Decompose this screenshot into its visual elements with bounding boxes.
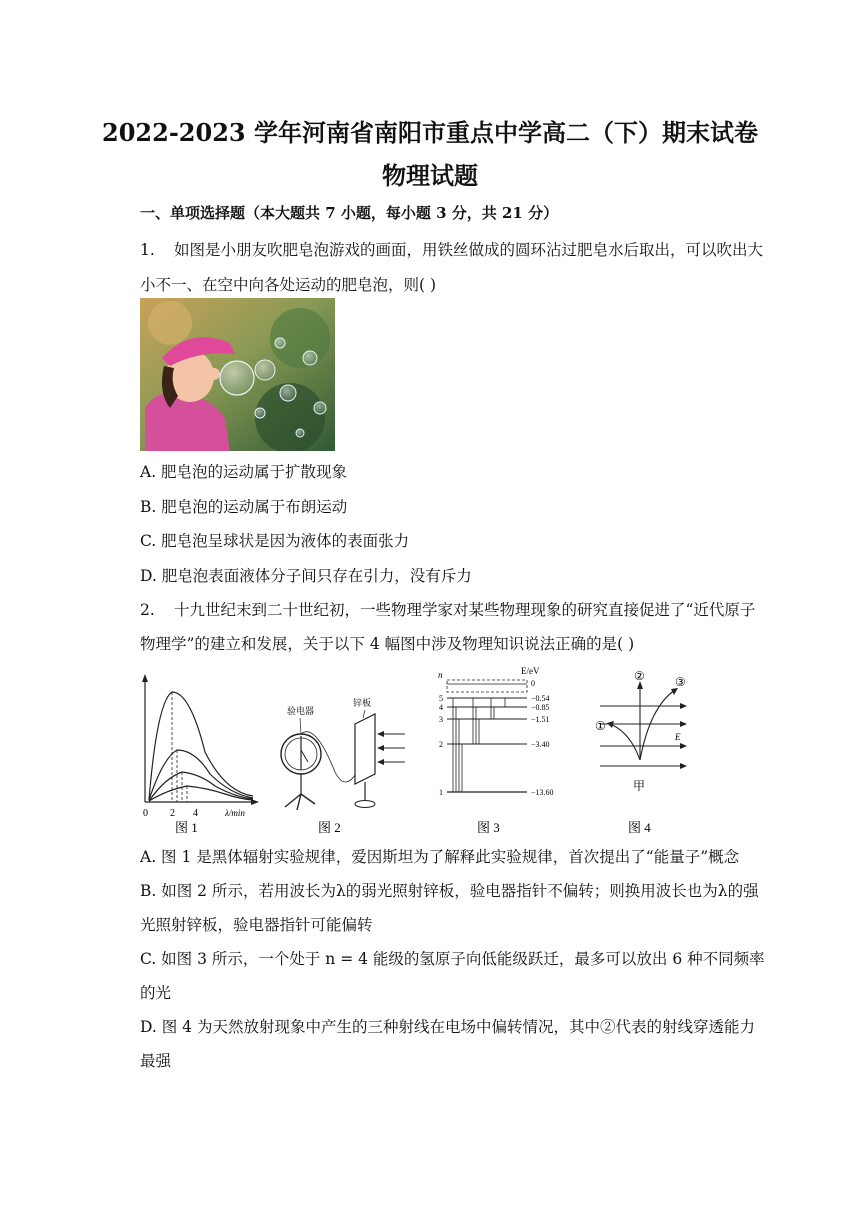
- fig3-n1: 1: [439, 788, 443, 797]
- fig1-xunit: λ/min: [225, 808, 245, 818]
- fig3-e1: −13.60: [531, 788, 554, 797]
- fig4-caption: 图 4: [628, 820, 651, 835]
- q2-option-a: A. 图 1 是黑体辐射实验规律，爱因斯坦为了解释此实验规律，首次提出了“能量子”概念: [140, 848, 740, 866]
- fig3-caption: 图 3: [477, 820, 500, 835]
- fig3-e-label: E/eV: [521, 666, 540, 676]
- fig4-field: E: [675, 732, 681, 742]
- q2-number: 2.: [140, 601, 155, 619]
- fig3-n4: 4: [439, 703, 443, 712]
- q2-option-c: C. 如图 3 所示，一个处于 n = 4 能级的氢原子向低能级跃迁，最多可以放出 6 种不同频率: [140, 950, 765, 968]
- fig4-ray3: ③: [675, 675, 686, 689]
- fig1-caption: 图 1: [175, 820, 198, 835]
- q2-stem-line1: [140, 598, 755, 620]
- q2-option-d: D. 图 4 为天然放射现象中产生的三种射线在电场中偏转情况，其中②代表的射线穿透能力: [140, 1018, 755, 1036]
- fig4-ray1: ①: [595, 719, 606, 733]
- q2-stem-text: 十九世纪末到二十世纪初，一些物理学家对某些物理现象的研究直接促进了“近代原子: [174, 601, 756, 619]
- q2-option-c-cont: 的光: [140, 984, 172, 1002]
- fig1-tick-4: 4: [193, 808, 198, 819]
- fig2-label-electroscope: 验电器: [287, 706, 315, 716]
- bubble-photo: [140, 298, 335, 451]
- fig3-e4: −0.85: [531, 703, 550, 712]
- fig2-caption: 图 2: [318, 820, 341, 835]
- q2-figures: [135, 662, 695, 837]
- q1-number: 1.: [140, 241, 155, 259]
- fig2-label-plate: 锌板: [353, 698, 372, 708]
- fig3-e5: −0.54: [531, 694, 550, 703]
- q1-option-c: C. 肥皂泡呈球状是因为液体的表面张力: [140, 532, 410, 550]
- q2-stem-line2: 物理学”的建立和发展，关于以下 4 幅图中涉及物理知识说法正确的是( ): [140, 635, 635, 653]
- fig3-e3: −1.51: [531, 715, 550, 724]
- fig1-tick-2: 2: [170, 808, 175, 819]
- page-subtitle: 物理试题: [382, 161, 478, 190]
- figure-4: [595, 669, 687, 835]
- figure-2: [281, 697, 405, 835]
- q1-stem-text: 如图是小朋友吹肥皂泡游戏的画面，用铁丝做成的圆环沾过肥皂水后取出，可以吹出大: [174, 241, 764, 259]
- figure-1: [142, 674, 259, 835]
- fig3-n-label: n: [438, 670, 443, 680]
- q1-stem-line1: [140, 238, 763, 260]
- q1-option-a: A. 肥皂泡的运动属于扩散现象: [140, 463, 348, 481]
- q2-option-b: B. 如图 2 所示，若用波长为λ的弱光照射锌板，验电器指针不偏转；则换用波长也为λ的强: [140, 882, 759, 900]
- fig3-e2: −3.40: [531, 740, 550, 749]
- q1-stem-line2: 小不一、在空中向各处运动的肥皂泡，则( ): [140, 276, 437, 294]
- section-heading: 一、单项选择题（本大题共 7 小题，每小题 3 分，共 21 分）: [140, 204, 559, 222]
- fig4-source: 甲: [633, 779, 646, 793]
- figure-3: [438, 666, 554, 835]
- q2-option-b-cont: 光照射锌板，验电器指针可能偏转: [140, 916, 373, 934]
- fig3-e-inf: 0: [531, 679, 535, 688]
- fig3-n5: 5: [439, 694, 443, 703]
- fig4-ray2: ②: [634, 669, 645, 683]
- q2-option-d-cont: 最强: [140, 1052, 172, 1070]
- q1-option-d: D. 肥皂泡表面液体分子间只存在引力，没有斥力: [140, 567, 472, 585]
- q1-option-b: B. 肥皂泡的运动属于布朗运动: [140, 498, 348, 516]
- fig3-n2: 2: [439, 740, 443, 749]
- page-title: 2022-2023 学年河南省南阳市重点中学高二（下）期末试卷: [102, 118, 758, 147]
- fig3-n3: 3: [439, 715, 443, 724]
- fig1-tick-0: 0: [143, 808, 148, 819]
